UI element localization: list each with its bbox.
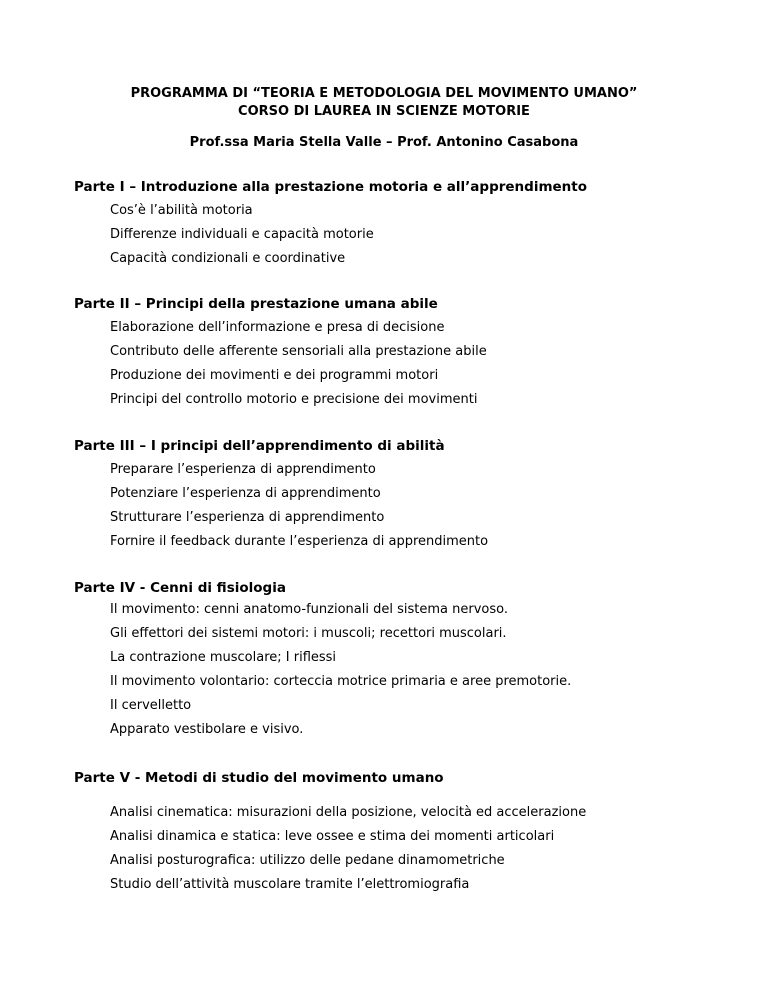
list-item: Gli effettori dei sistemi motori: i muscoli; recettori muscolari. (110, 626, 507, 641)
section-title-part-5: Parte V - Metodi di studio del movimento umano (74, 770, 444, 786)
list-item: Fornire il feedback durante l’esperienza di apprendimento (110, 534, 489, 549)
list-item: Cos’è l’abilità motoria (110, 203, 253, 218)
list-item: Analisi dinamica e statica: leve ossee e stima dei momenti articolari (110, 829, 555, 844)
section-title-part-4: Parte IV - Cenni di fisiologia (74, 580, 286, 596)
section-items-part-4 (110, 598, 571, 742)
list-item: Il movimento volontario: corteccia motrice primaria e aree premotorie. (110, 674, 572, 689)
list-item: Principi del controllo motorio e precisione dei movimenti (110, 392, 478, 407)
section-items-part-3 (110, 458, 488, 554)
list-item: La contrazione muscolare; I riflessi (110, 650, 337, 665)
list-item: Analisi posturografica: utilizzo delle pedane dinamometriche (110, 853, 505, 868)
program-title: PROGRAMMA DI “TEORIA E METODOLOGIA DEL MOVIMENTO UMANO” (130, 86, 638, 101)
professors-line: Prof.ssa Maria Stella Valle – Prof. Antonino Casabona (189, 135, 579, 150)
list-item: Preparare l’esperienza di apprendimento (110, 462, 376, 477)
list-item: Contributo delle afferente sensoriali alla prestazione abile (110, 344, 487, 359)
list-item: Studio dell’attività muscolare tramite l’elettromiografia (110, 877, 470, 892)
list-item: Analisi cinematica: misurazioni della posizione, velocità ed accelerazione (110, 805, 587, 820)
list-item: Il movimento: cenni anatomo-funzionali del sistema nervoso. (110, 602, 508, 617)
section-items-part-5 (110, 801, 586, 897)
list-item: Il cervelletto (110, 698, 192, 713)
section-title-part-1: Parte I – Introduzione alla prestazione motoria e all’apprendimento (74, 179, 588, 195)
list-item: Produzione dei movimenti e dei programmi motori (110, 368, 439, 383)
list-item: Differenze individuali e capacità motorie (110, 227, 374, 242)
section-title-part-3: Parte III – I principi dell’apprendimento di abilità (74, 438, 445, 454)
course-title: CORSO DI LAUREA IN SCIENZE MOTORIE (238, 104, 530, 119)
section-items-part-2 (110, 316, 487, 412)
section-items-part-1 (110, 199, 374, 271)
list-item: Capacità condizionali e coordinative (110, 251, 346, 266)
list-item: Potenziare l’esperienza di apprendimento (110, 486, 381, 501)
section-title-part-2: Parte II – Principi della prestazione umana abile (74, 296, 438, 312)
list-item: Strutturare l’esperienza di apprendimento (110, 510, 385, 525)
list-item: Apparato vestibolare e visivo. (110, 722, 304, 737)
list-item: Elaborazione dell’informazione e presa di decisione (110, 320, 445, 335)
